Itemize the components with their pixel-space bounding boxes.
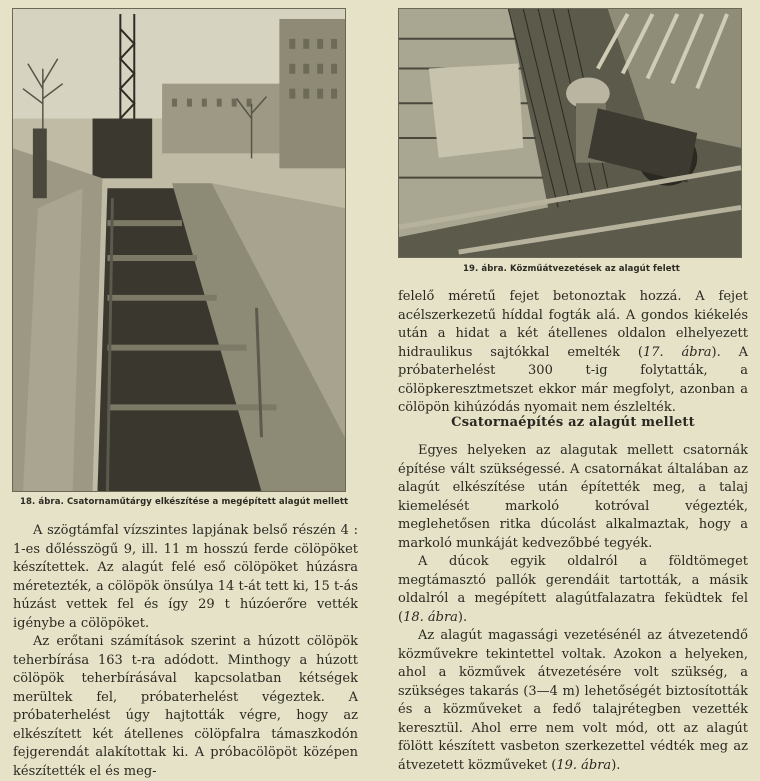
figure-18-photo — [12, 8, 346, 492]
figure-19-caption: 19. ábra. Közműátvezetések az alagút felett — [463, 264, 680, 274]
left-column — [13, 522, 358, 781]
right-column-continuation — [398, 288, 748, 418]
figure-reference-19: 19. ábra — [556, 757, 612, 773]
right-column-section — [398, 442, 748, 775]
paragraph-load-test: Az erőtani számítások szerint a húzott cölöpök teherbírása 163 t-ra adódott. Minthogy a húzott cölöpök teherbírásával kapcsolatban kétségek merültek fel, próbaterhelést végeztek. A próbaterhelést úgy hajtották végre, hogy az elkészített két átellenes cölöpfalra támaszkodón fejgerendát alakítottak ki. A próbacölöpöt középen készítették el és meg- — [13, 634, 358, 779]
section-heading: Csatornaépítés az alagút mellett — [451, 415, 695, 430]
figure-19-photo — [398, 8, 742, 258]
paragraph-struts: A dúcok egyik oldalról a földtömeget megtámasztó pallók gerendáit tartották, a másik oldalról a megépített alagútfalazatra feküdtek fel (18. ábra). — [398, 554, 748, 625]
paragraph-utilities: Az alagút magassági vezetésénél az átvezetendő közművekre tekintettel voltak. Azokon a helyeken, ahol a közművek átvezetésére volt szükség, a szükséges takarás (3—4 m) lehetőségét biztosították és a közműveket a fedő talajrétegben vezették keresztül. Ahol erre nem volt mód, ott az alagút fölött készített vasbeton szerkezettel védték meg az átvezetett közműveket (19. ábra). — [398, 628, 748, 773]
paragraph-cantilever-wall-piles: A szögtámfal vízszintes lapjának belső részén 4 : 1-es dőlésszögű 9, ill. 11 m hosszú ferde cölöpöket készítettek. Az alagút felé eső cölöpöket húzásra méretezték, a cölöpök önsúlya 14 t-át tett ki, 15 t-ás húzást vettek fel és így 29 t húzóerőre vették igénybe a cölöpöket. — [13, 523, 358, 631]
figure-reference-18: 18. ábra — [403, 609, 458, 625]
paragraph-sewer-construction: Egyes helyeken az alagutak mellett csatornák építése vált szükségessé. A csatornákat általában az alagút elkészítése után építették meg, a talaj kiemelését markoló kotróval végezték, meglehetősen ritka dúcolást alkalmaztak, hogy a markoló munkáját kedvezőbbé tegyék. — [398, 443, 748, 551]
figure-18-caption: 18. ábra. Csatornaműtárgy elkészítése a megépített alagút mellett — [20, 497, 349, 507]
paragraph-load-test-continued: felelő méretű fejet betonoztak hozzá. A fejet acélszerkezetű híddal fogták alá. A gondos kiékelés után a hidat a két átellenes oldalon elhelyezett hidraulikus sajtókkal emelték (17. ábra). A próbaterhelést 300 t-ig folytatták, a cölöpkeresztmetszet ekkor már megfolyt, azonban a cölöpön kihúzódás nyomait nem észlelték. — [398, 289, 749, 415]
figure-reference-17: 17. ábra — [642, 344, 712, 360]
